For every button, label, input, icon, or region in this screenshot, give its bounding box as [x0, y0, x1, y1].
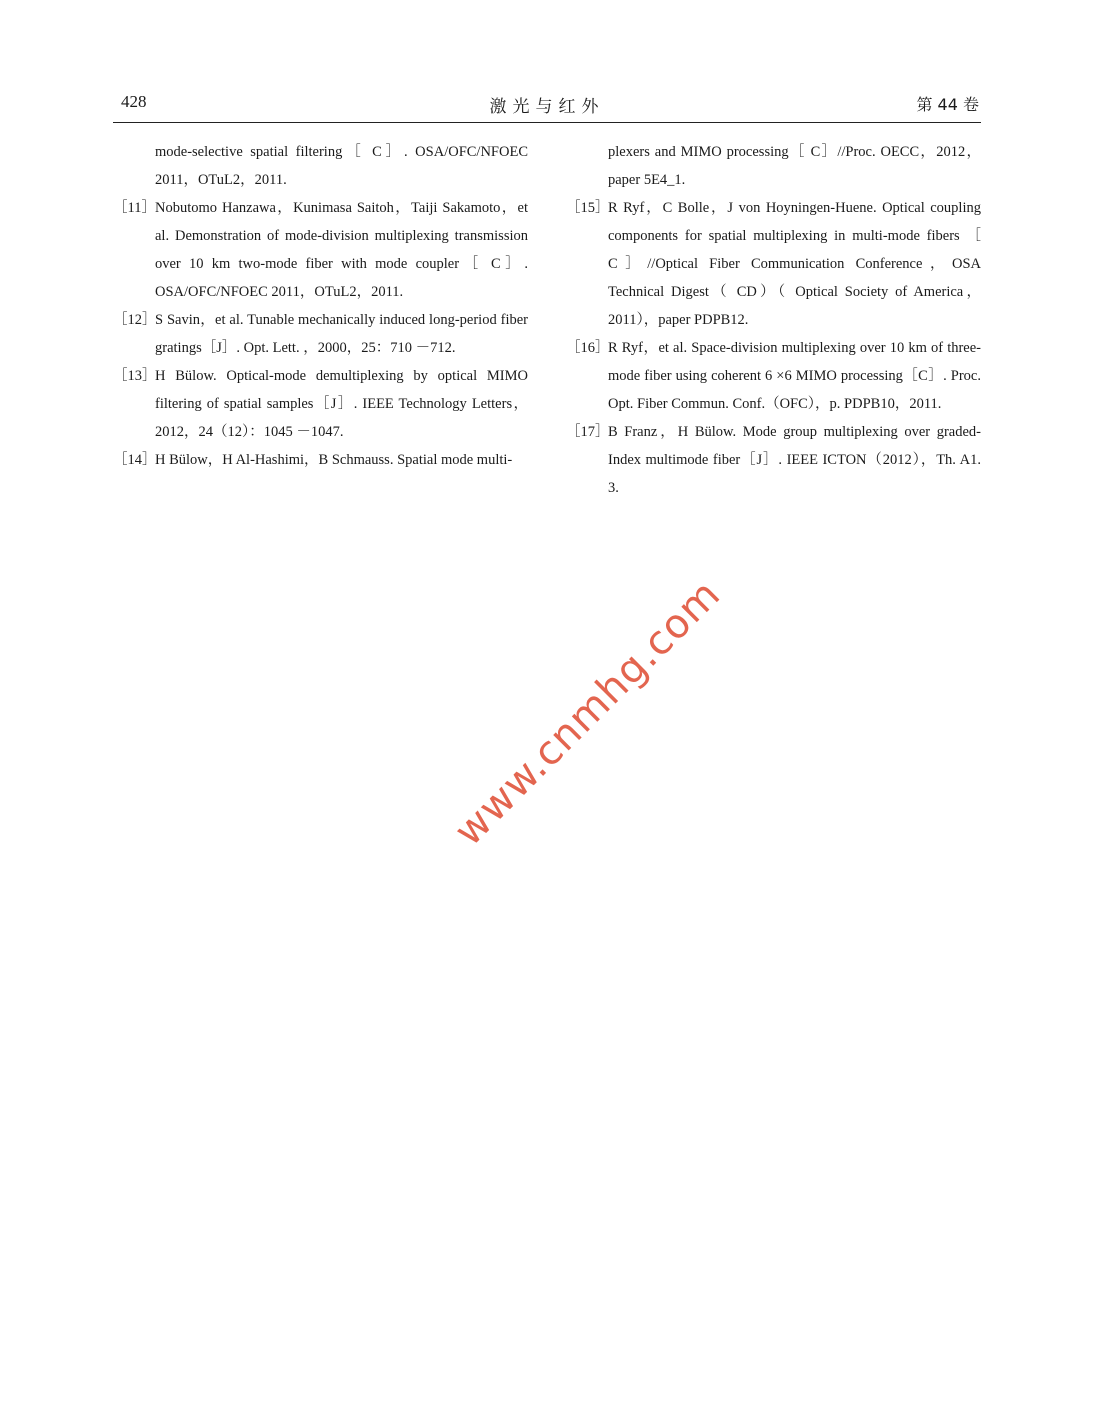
- reference-entry: [566, 194, 981, 334]
- reference-text: R Ryf，C Bolle，J von Hoyningen-Huene. Optical coupling components for spatial multiplexing in multi-mode fibers ［ C］//Optical Fiber Communication Conference，OSA Technical Digest（ CD）（ Optical Society of America，2011），paper PDPB12.: [608, 200, 981, 328]
- reference-text: plexers and MIMO processing［ C］//Proc. OECC，2012，paper 5E4_1.: [608, 144, 981, 188]
- reference-number: ［17］: [566, 424, 610, 440]
- reference-entry: [113, 306, 528, 362]
- watermark: www.cnmhg.com: [445, 571, 730, 855]
- reference-text: H Bülow. Optical-mode demultiplexing by optical MIMO filtering of spatial samples［J］. IEEE Technology Letters，2012，24（12）：1045 －1047.: [155, 368, 528, 440]
- reference-entry: [566, 418, 981, 502]
- page-header: [113, 88, 981, 123]
- reference-number: ［11］: [113, 200, 156, 216]
- reference-number: ［16］: [566, 340, 610, 356]
- volume-label: 第 44 卷: [916, 95, 979, 114]
- reference-number: ［13］: [113, 368, 157, 384]
- journal-title: 激光与红外: [489, 97, 605, 117]
- reference-entry: [113, 194, 528, 306]
- reference-text: S Savin，et al. Tunable mechanically induced long-period fiber gratings［J］. Opt. Lett. ，2000，25：710 －712.: [155, 312, 528, 356]
- reference-number: ［14］: [113, 452, 157, 468]
- reference-text: R Ryf，et al. Space-division multiplexing over 10 km of three-mode fiber using coherent 6 ×6 MIMO processing［C］. Proc. Opt. Fiber Commun. Conf.（OFC），p. PDPB10，2011.: [608, 340, 981, 412]
- reference-entry: [566, 334, 981, 418]
- reference-entry: [566, 138, 981, 194]
- left-reference-column: [113, 138, 528, 474]
- reference-number: ［12］: [113, 312, 157, 328]
- reference-text: Nobutomo Hanzawa，Kunimasa Saitoh，Taiji Sakamoto，et al. Demonstration of mode-division multiplexing transmission over 10 km two-mode fiber with mode coupler［ C］. OSA/OFC/NFOEC 2011，OTuL2，2011.: [155, 200, 528, 300]
- reference-number: ［15］: [566, 200, 610, 216]
- reference-entry: [113, 362, 528, 446]
- reference-text: B Franz，H Bülow. Mode group multiplexing over graded-Index multimode fiber［J］. IEEE ICTON（2012），Th. A1. 3.: [608, 424, 981, 496]
- reference-entry: [113, 138, 528, 194]
- reference-text: H Bülow，H Al-Hashimi，B Schmauss. Spatial mode multi-: [155, 452, 513, 468]
- reference-text: mode-selective spatial filtering［ C］. OSA/OFC/NFOEC 2011，OTuL2，2011.: [155, 144, 528, 188]
- page-number: 428: [121, 92, 147, 111]
- right-reference-column: [566, 138, 981, 502]
- reference-entry: [113, 446, 528, 474]
